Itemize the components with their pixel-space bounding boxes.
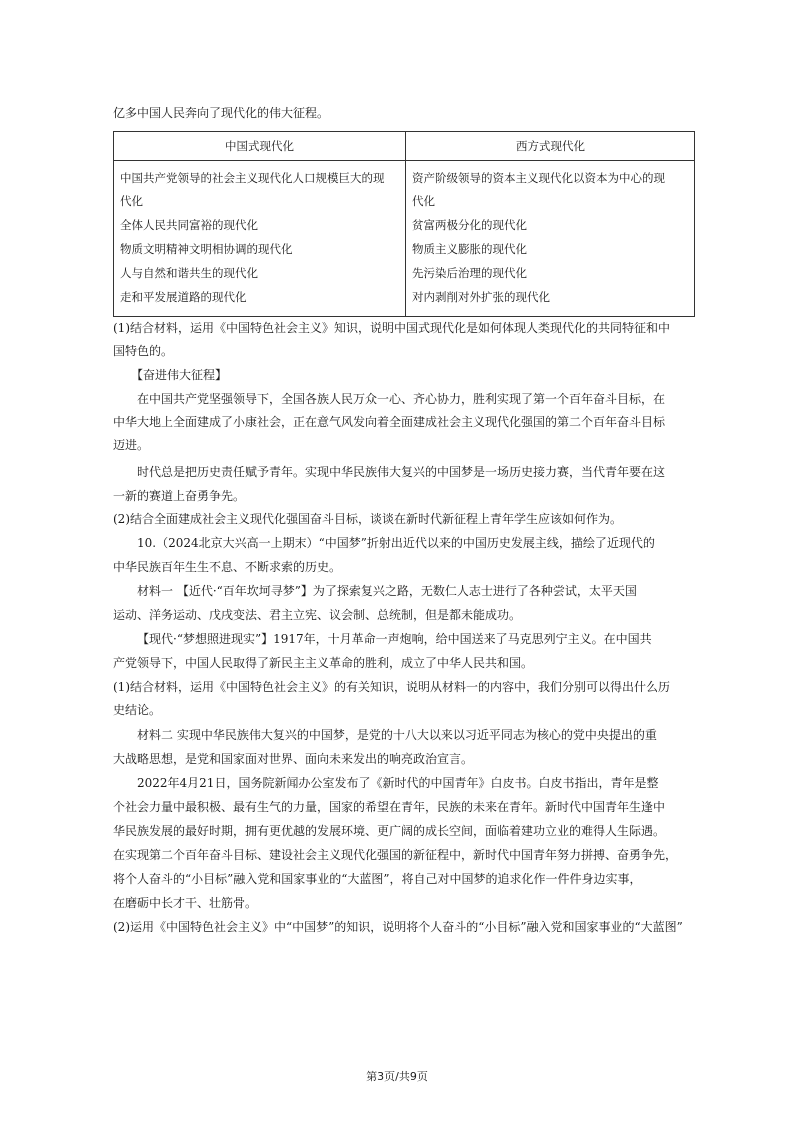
table-header-western-modernization: 西方式现代化 (516, 139, 585, 153)
material-1b-text: 【现代·“梦想照进现实”】1917年，十月革命一声炮响，给中国送来了马克思列宁主义。在中国共 (137, 632, 652, 646)
table-header-chinese-modernization: 中国式现代化 (225, 139, 294, 153)
question-1-text: 国特色的。 (113, 344, 174, 358)
material-1b-text: 产党领导下，中国人民取得了新民主主义革命的胜利，成立了中华人民共和国。 (113, 656, 534, 670)
paragraph-line: 时代总是把历史责任赋予青年。实现中华民族伟大复兴的中国梦是一场历史接力赛，当代青年要在这 (137, 465, 666, 479)
paragraph-line: 中华大地上全面建成了小康社会，正在意气风发向着全面建成社会主义现代化强国的第二个百年奋斗目标 (113, 415, 666, 429)
table-cell-right: 物质主义膨胀的现代化 (412, 242, 527, 256)
table-cell-right: 对内剥削对外扩张的现代化 (412, 290, 550, 304)
material-1-text: 材料一 【近代·“百年坎坷寻梦”】为了探索复兴之路，无数仁人志士进行了各种尝试，太平天国 (137, 584, 637, 598)
question-10-1-text: 史结论。 (113, 703, 162, 717)
paragraph-line: 迈进。 (113, 438, 150, 452)
material-2b-text: 华民族发展的最好时期，拥有更优越的发展环境、更广阔的成长空间，面临着建功立业的难得人生际遇。 (113, 824, 666, 838)
question-2-text: (2)结合全面建成社会主义现代化强国奋斗目标，谈谈在新时代新征程上青年学生应该如何作为。 (113, 512, 623, 526)
page-number: 第3页/共9页 (366, 1070, 428, 1083)
table-cell-right: 代化 (412, 194, 435, 208)
material-2b-text: 在实现第二个百年奋斗目标、建设社会主义现代化强国的新征程中，新时代中国青年努力拼搏、奋勇争先， (113, 848, 678, 862)
question-1-text: (1)结合材料，运用《中国特色社会主义》知识，说明中国式现代化是如何体现人类现代化的共同特征和中 (113, 321, 671, 335)
table-header-divider (114, 160, 694, 161)
table-cell-right: 贫富两极分化的现代化 (412, 218, 527, 232)
item-10-stem: 中华民族百年生生不息、不断求索的历史。 (113, 560, 342, 574)
section-heading: 【奋进伟大征程】 (131, 368, 228, 382)
material-2-text: 材料二 实现中华民族伟大复兴的中国梦，是党的十八大以来以习近平同志为核心的党中央提出的重 (137, 728, 657, 742)
table-cell-left: 中国共产党领导的社会主义现代化人口规模巨大的现 (120, 171, 385, 185)
question-10-2-text: (2)运用《中国特色社会主义》中“中国梦”的知识，说明将个人奋斗的“小目标”融入党和国家事业的“大蓝图” (113, 920, 683, 934)
paragraph-line: 在中国共产党坚强领导下，全国各族人民万众一心、齐心协力，胜利实现了第一个百年奋斗目标，在 (137, 392, 666, 406)
material-2b-text: 个社会力量中最积极、最有生气的力量，国家的希望在青年，民族的未来在青年。新时代中国青年生逢中 (113, 800, 666, 814)
intro-line: 亿多中国人民奔向了现代化的伟大征程。 (113, 106, 330, 120)
table-cell-left: 代化 (120, 194, 143, 208)
material-2b-text: 2022年4月21日，国务院新闻办公室发布了《新时代的中国青年》白皮书。白皮书指出，青年是整 (137, 776, 659, 790)
table-cell-left: 全体人民共同富裕的现代化 (120, 218, 258, 232)
table-cell-left: 人与自然和谐共生的现代化 (120, 266, 258, 280)
table-cell-left: 物质文明精神文明相协调的现代化 (120, 242, 293, 256)
table-cell-left: 走和平发展道路的现代化 (120, 290, 247, 304)
material-1-text: 运动、洋务运动、戊戌变法、君主立宪、议会制、总统制，但是都未能成功。 (113, 608, 522, 622)
material-2b-text: 在磨砺中长才干、壮筋骨。 (113, 896, 258, 910)
paragraph-line: 一新的赛道上奋勇争先。 (113, 489, 246, 503)
comparison-table (113, 131, 695, 317)
material-2b-text: 将个人奋斗的“小目标”融入党和国家事业的“大蓝图”，将自己对中国梦的追求化作一件件身边实事， (113, 872, 642, 886)
table-cell-right: 资产阶级领导的资本主义现代化以资本为中心的现 (412, 171, 665, 185)
material-2-text: 大战略思想，是党和国家面对世界、面向未来发出的响亮政治宣言。 (113, 752, 474, 766)
question-10-1-text: (1)结合材料，运用《中国特色社会主义》的有关知识，说明从材料一的内容中，我们分别可以得出什么历 (113, 680, 671, 694)
item-10-stem: 10.（2024北京大兴高一上期末）“中国梦”折射出近代以来的中国历史发展主线，描绘了近现代的 (137, 536, 655, 550)
table-cell-right: 先污染后治理的现代化 (412, 266, 527, 280)
